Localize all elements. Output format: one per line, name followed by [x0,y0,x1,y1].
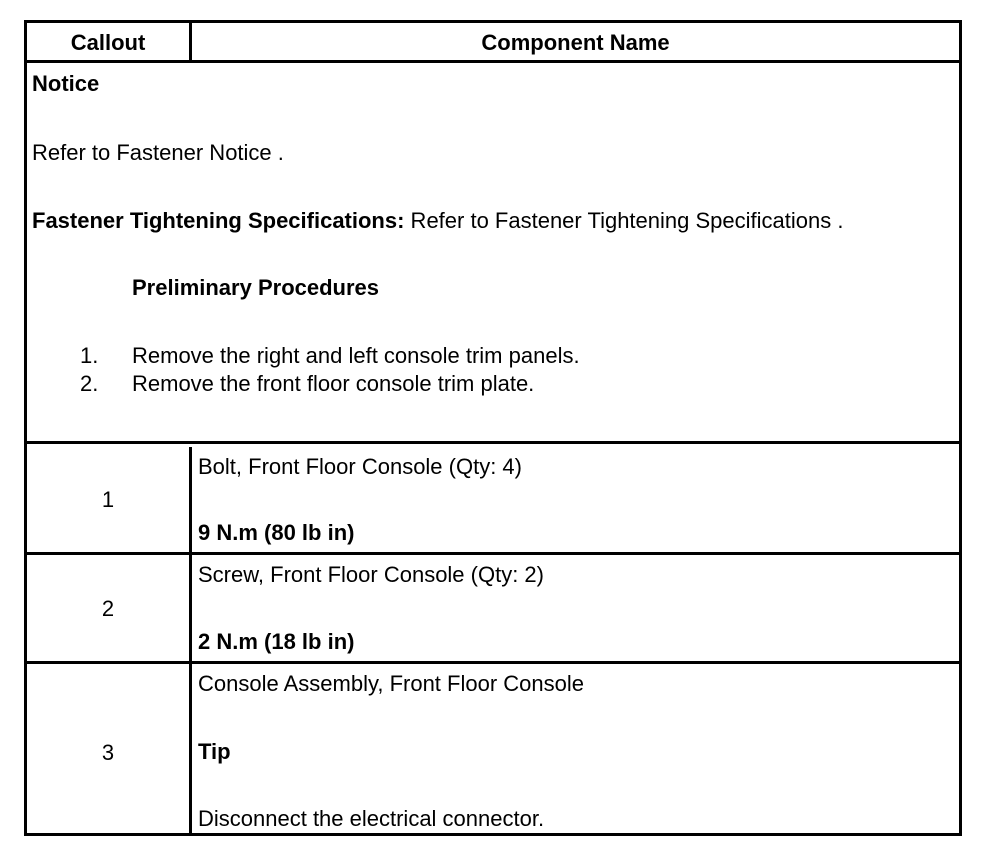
preliminary-procedures-title: Preliminary Procedures [132,275,380,300]
step-text: Remove the front floor console trim plate. [132,371,535,396]
table-row [27,664,959,833]
step-number: 2. [80,371,99,396]
fastener-spec-label: Fastener Tightening Specifications: [32,208,405,233]
table-header [27,23,959,63]
notice-refer-text: Refer to Fastener Notice . [32,140,284,165]
torque-spec: 2 N.m (18 lb in) [198,629,355,654]
component-name: Bolt, Front Floor Console (Qty: 4) [198,454,522,479]
components-table [24,20,962,836]
notice-title: Notice [32,71,100,96]
header-component-name: Component Name [481,30,670,55]
header-callout: Callout [27,23,192,60]
component-cell [192,555,959,661]
component-name: Screw, Front Floor Console (Qty: 2) [198,562,544,587]
callout-number: 3 [101,740,115,765]
tip-label: Tip [198,739,231,764]
fastener-spec-text: Refer to Fastener Tightening Specifications . [404,208,844,233]
callout-number: 2 [101,596,115,621]
fastener-spec-line [32,208,843,234]
torque-spec: 9 N.m (80 lb in) [198,520,355,545]
callout-cell [27,664,192,833]
step-text: Remove the right and left console trim panels. [132,343,580,368]
notice-section [27,63,959,444]
tip-text: Disconnect the electrical connector. [198,806,545,831]
component-name: Console Assembly, Front Floor Console [198,671,584,696]
callout-cell [27,447,192,552]
table-row [27,447,959,555]
callout-cell [27,555,192,661]
component-cell [192,447,959,552]
component-cell [192,664,959,833]
callout-number: 1 [101,487,115,512]
step-number: 1. [80,343,99,368]
table-row [27,555,959,664]
